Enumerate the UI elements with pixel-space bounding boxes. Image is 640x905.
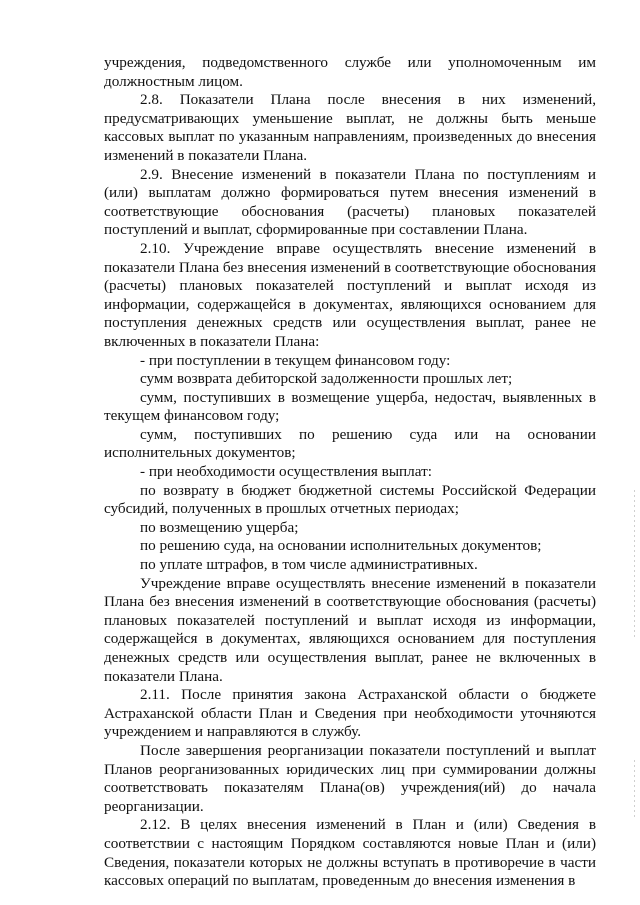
paragraph-2-8: 2.8. Показатели Плана после внесения в них изменений, предусматривающих уменьшение выплат, не должны быть меньше кассовых выплат по указанным направлениям, произведенных до внесения изменений в показатели Плана. (104, 91, 596, 164)
list-heading-receipts: - при поступлении в текущем финансовом году: (140, 351, 451, 369)
list-item: по решению суда, на основании исполнительных документов; (140, 537, 542, 555)
list-item: сумм возврата дебиторской задолженности прошлых лет; (140, 370, 513, 388)
paragraph-institution-right: Учреждение вправе осуществлять внесение изменений в показатели Плана без внесения изменений в соответствующие обоснования (расчеты) плановых показателей поступлений и выплат исходя из информации, содержащейся в документах, являющихся основанием для поступления денежных средств или осуществления выплат, ранее не включенных в показатели Плана. (104, 574, 596, 685)
scan-edge-mark (634, 490, 635, 640)
paragraph-2-12: 2.12. В целях внесения изменений в План и (или) Сведения в соответствии с настоящим Порядком составляются новые План и (или) Сведения, показатели которых не должны вступать в противоречие в части кассовых операций по выплатам, проведенным до внесения изменения в (104, 816, 596, 890)
list-heading-payments: - при необходимости осуществления выплат: (140, 463, 432, 481)
list-item: по уплате штрафов, в том числе административных. (140, 556, 478, 574)
list-item: сумм, поступивших по решению суда или на основании исполнительных документов; (104, 425, 596, 462)
paragraph-2-11: 2.11. После принятия закона Астраханской области о бюджете Астраханской области План и Сведения при необходимости уточняются учреждением и направляются в службу. (104, 686, 596, 741)
list-item: по возврату в бюджет бюджетной системы Российской Федерации субсидий, полученных в прошлых отчетных периодах; (104, 481, 596, 518)
paragraph-reorganization: После завершения реорганизации показатели поступлений и выплат Планов реорганизованных юридических лиц при суммировании должны соответствовать показателям Плана(ов) учреждения(ий) до начала реорганизации. (104, 741, 596, 815)
paragraph-2-10: 2.10. Учреждение вправе осуществлять внесение изменений в показатели Плана без внесения изменений в соответствующие обоснования (расчеты) плановых показателей поступлений и выплат исходя из информации, содержащейся в документах, являющихся основанием для поступления денежных средств или осуществления выплат, ранее не включенных в показатели Плана: (104, 239, 596, 350)
document-body (104, 54, 596, 891)
paragraph-continuation: учреждения, подведомственного службе или уполномоченным им должностным лицом. (104, 54, 596, 90)
paragraph-2-9: 2.9. Внесение изменений в показатели Плана по поступлениям и (или) выплатам должно формироваться путем внесения изменений в соответствующие обоснования (расчеты) плановых показателей поступлений и выплат, сформированные при составлении Плана. (104, 165, 596, 239)
list-item: сумм, поступивших в возмещение ущерба, недостач, выявленных в текущем финансовом году; (104, 388, 596, 425)
list-item: по возмещению ущерба; (140, 518, 299, 536)
scan-edge-mark (634, 760, 635, 820)
